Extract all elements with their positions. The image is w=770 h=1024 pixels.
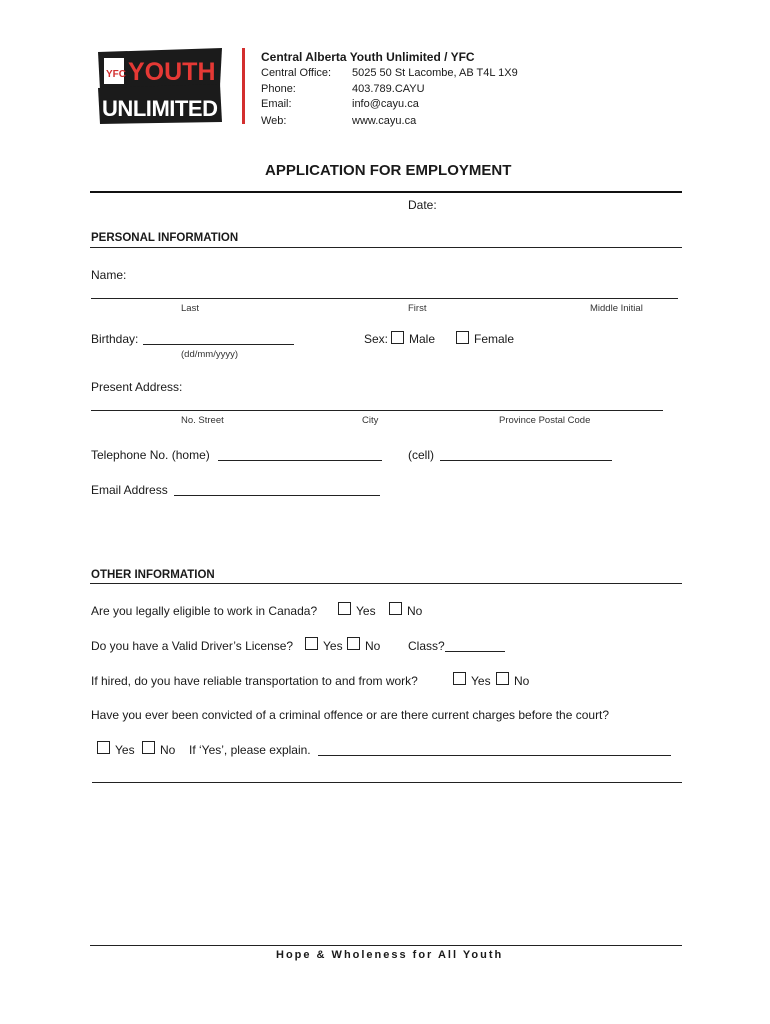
email-field[interactable] — [174, 495, 380, 496]
section-heading-personal: PERSONAL INFORMATION — [91, 232, 239, 244]
org-name: Central Alberta Youth Unlimited / YFC — [261, 50, 475, 64]
svg-text:UNLIMITED: UNLIMITED — [102, 96, 218, 121]
address-field[interactable] — [91, 410, 663, 411]
q4-text: Have you ever been convicted of a criminal offence or are there current charges before the court? — [91, 708, 610, 722]
sex-female-label: Female — [474, 332, 515, 346]
q3-text: If hired, do you have reliable transportation to and from work? — [91, 674, 418, 688]
sex-label: Sex: — [364, 332, 389, 346]
logo — [96, 46, 224, 126]
contact-label-phone: Phone: — [261, 83, 296, 95]
q2-class-label: Class? — [408, 639, 445, 653]
q1-yes-label: Yes — [356, 604, 376, 618]
sex-female-checkbox[interactable] — [456, 331, 469, 344]
contact-label-web: Web: — [261, 115, 287, 127]
q1-text: Are you legally eligible to work in Canada? — [91, 604, 318, 618]
phone-home-field[interactable] — [218, 460, 382, 461]
q4-explain-label: If ‘Yes’, please explain. — [189, 743, 311, 757]
address-sub-province: Province Postal Code — [499, 415, 591, 426]
svg-text:YOUTH: YOUTH — [128, 58, 216, 86]
q1-no-label: No — [407, 604, 423, 618]
address-sub-city: City — [362, 415, 379, 426]
email-label: Email Address — [91, 483, 168, 497]
q4-yes-checkbox[interactable] — [97, 741, 110, 754]
contact-label-email: Email: — [261, 98, 292, 110]
name-sub-last: Last — [181, 303, 199, 314]
address-sub-street: No. Street — [181, 415, 224, 426]
contact-value-web: www.cayu.ca — [352, 115, 417, 127]
youth-unlimited-logo — [96, 46, 224, 126]
phone-home-label: Telephone No. (home) — [91, 448, 210, 462]
q3-yes-checkbox[interactable] — [453, 672, 466, 685]
phone-cell-label: (cell) — [408, 448, 434, 462]
name-sub-first: First — [408, 303, 427, 314]
q2-yes-checkbox[interactable] — [305, 637, 318, 650]
q2-no-label: No — [365, 639, 381, 653]
q2-yes-label: Yes — [323, 639, 343, 653]
svg-text:YFC: YFC — [106, 69, 126, 80]
q3-no-checkbox[interactable] — [496, 672, 509, 685]
title-rule — [90, 191, 682, 193]
date-label: Date: — [408, 198, 437, 212]
q3-no-label: No — [514, 674, 530, 688]
name-label: Name: — [91, 268, 127, 282]
section-heading-other: OTHER INFORMATION — [91, 569, 215, 581]
birthday-hint: (dd/mm/yyyy) — [181, 349, 238, 360]
header-divider — [242, 48, 245, 124]
q1-no-checkbox[interactable] — [389, 602, 402, 615]
contact-value-phone: 403.789.CAYU — [352, 83, 425, 95]
birthday-field[interactable] — [143, 344, 294, 345]
contact-value-email: info@cayu.ca — [352, 98, 419, 110]
name-field[interactable] — [91, 298, 678, 299]
q1-yes-checkbox[interactable] — [338, 602, 351, 615]
section-rule-other — [90, 583, 682, 584]
q4-no-checkbox[interactable] — [142, 741, 155, 754]
q3-yes-label: Yes — [471, 674, 491, 688]
q4-no-label: No — [160, 743, 176, 757]
q4-yes-label: Yes — [115, 743, 135, 757]
q2-class-field[interactable] — [445, 651, 505, 652]
name-sub-middle: Middle Initial — [590, 303, 643, 314]
footer-rule — [90, 945, 682, 946]
phone-cell-field[interactable] — [440, 460, 612, 461]
form-title: APPLICATION FOR EMPLOYMENT — [265, 162, 512, 179]
section-rule-personal — [90, 247, 682, 248]
q4-explain-field[interactable] — [318, 755, 671, 756]
footer-tagline: Hope & Wholeness for All Youth — [276, 949, 504, 961]
q2-text: Do you have a Valid Driver’s License? — [91, 639, 294, 653]
birthday-label: Birthday: — [91, 332, 139, 346]
address-label: Present Address: — [91, 380, 183, 394]
q2-no-checkbox[interactable] — [347, 637, 360, 650]
contact-label-office: Central Office: — [261, 67, 332, 79]
sex-male-checkbox[interactable] — [391, 331, 404, 344]
sex-male-label: Male — [409, 332, 436, 346]
q4-explain-line-2[interactable] — [92, 782, 682, 783]
contact-value-office: 5025 50 St Lacombe, AB T4L 1X9 — [352, 67, 518, 79]
